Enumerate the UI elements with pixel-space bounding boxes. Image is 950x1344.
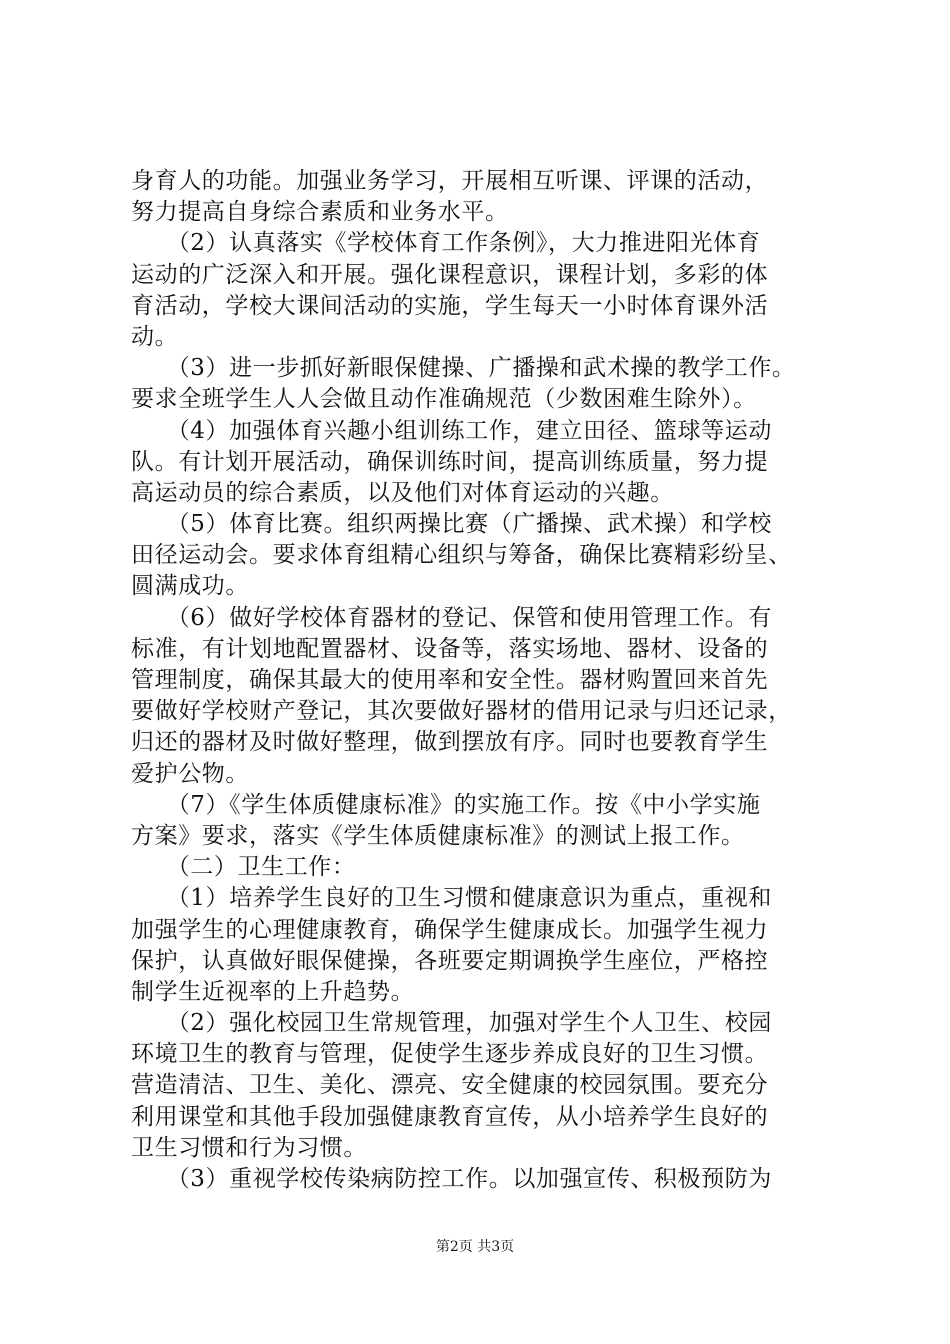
text-line: 营造清洁、卫生、美化、漂亮、安全健康的校园氛围。要充分 bbox=[131, 1072, 769, 1099]
text-line: （1）培养学生良好的卫生习惯和健康意识为重点，重视和 bbox=[131, 885, 772, 912]
text-line: 队。有计划开展活动，确保训练时间，提高训练质量，努力提 bbox=[131, 448, 769, 475]
text-line: （2）认真落实《学校体育工作条例》，大力推进阳光体育 bbox=[131, 230, 761, 257]
text-line: 归还的器材及时做好整理，做到摆放有序。同时也要教育学生 bbox=[131, 729, 769, 756]
text-line: 环境卫生的教育与管理，促使学生逐步养成良好的卫生习惯。 bbox=[131, 1041, 769, 1068]
text-line: 保护，认真做好眼保健操，各班要定期调换学生座位，严格控 bbox=[131, 947, 769, 974]
text-line: 努力提高自身综合素质和业务水平。 bbox=[131, 199, 509, 226]
text-line: （5）体育比赛。组织两操比赛（广播操、武术操）和学校 bbox=[131, 511, 772, 538]
text-line: 制学生近视率的上升趋势。 bbox=[131, 978, 415, 1005]
text-line: 要求全班学生人人会做且动作准确规范（少数困难生除外）。 bbox=[131, 386, 757, 413]
document-body bbox=[131, 166, 831, 1195]
text-line: 利用课堂和其他手段加强健康教育宣传，从小培养学生良好的 bbox=[131, 1103, 769, 1130]
text-line: 运动的广泛深入和开展。强化课程意识，课程计划，多彩的体 bbox=[131, 261, 769, 288]
text-line: （3）进一步抓好新眼保健操、广播操和武术操的教学工作。 bbox=[131, 355, 796, 382]
text-line: 育活动，学校大课间活动的实施，学生每天一小时体育课外活 bbox=[131, 292, 769, 319]
page-number-label: 第2页 共3页 bbox=[435, 1239, 515, 1255]
text-line: （3）重视学校传染病防控工作。以加强宣传、积极预防为 bbox=[131, 1166, 772, 1192]
text-line: 身育人的功能。加强业务学习，开展相互听课、评课的活动， bbox=[131, 168, 769, 194]
text-line: 管理制度，确保其最大的使用率和安全性。器材购置回来首先 bbox=[131, 667, 769, 693]
text-line: （4）加强体育兴趣小组训练工作，建立田径、篮球等运动 bbox=[131, 417, 772, 444]
text-line: 标准，有计划地配置器材、设备等，落实场地、器材、设备的 bbox=[131, 635, 769, 662]
text-line: 要做好学校财产登记，其次要做好器材的借用记录与归还记录， bbox=[131, 698, 792, 725]
text-line: （7）《学生体质健康标准》的实施工作。按《中小学实施 bbox=[131, 791, 761, 818]
page-footer bbox=[0, 1236, 950, 1256]
text-line: 方案》要求，落实《学生体质健康标准》的测试上报工作。 bbox=[131, 822, 745, 849]
text-line: 高运动员的综合素质，以及他们对体育运动的兴趣。 bbox=[131, 479, 674, 506]
text-line: 田径运动会。要求体育组精心组织与筹备，确保比赛精彩纷呈、 bbox=[131, 542, 792, 569]
text-line: 圆满成功。 bbox=[131, 573, 249, 600]
text-line: 爱护公物。 bbox=[131, 760, 249, 787]
text-line: 动。 bbox=[131, 323, 179, 350]
text-line: （6）做好学校体育器材的登记、保管和使用管理工作。有 bbox=[131, 604, 772, 631]
text-line: 卫生习惯和行为习惯。 bbox=[131, 1134, 367, 1161]
text-line: 加强学生的心理健康教育，确保学生健康成长。加强学生视力 bbox=[131, 916, 769, 943]
text-line: （二）卫生工作： bbox=[131, 854, 356, 881]
text-line: （2）强化校园卫生常规管理，加强对学生个人卫生、校园 bbox=[131, 1010, 772, 1037]
